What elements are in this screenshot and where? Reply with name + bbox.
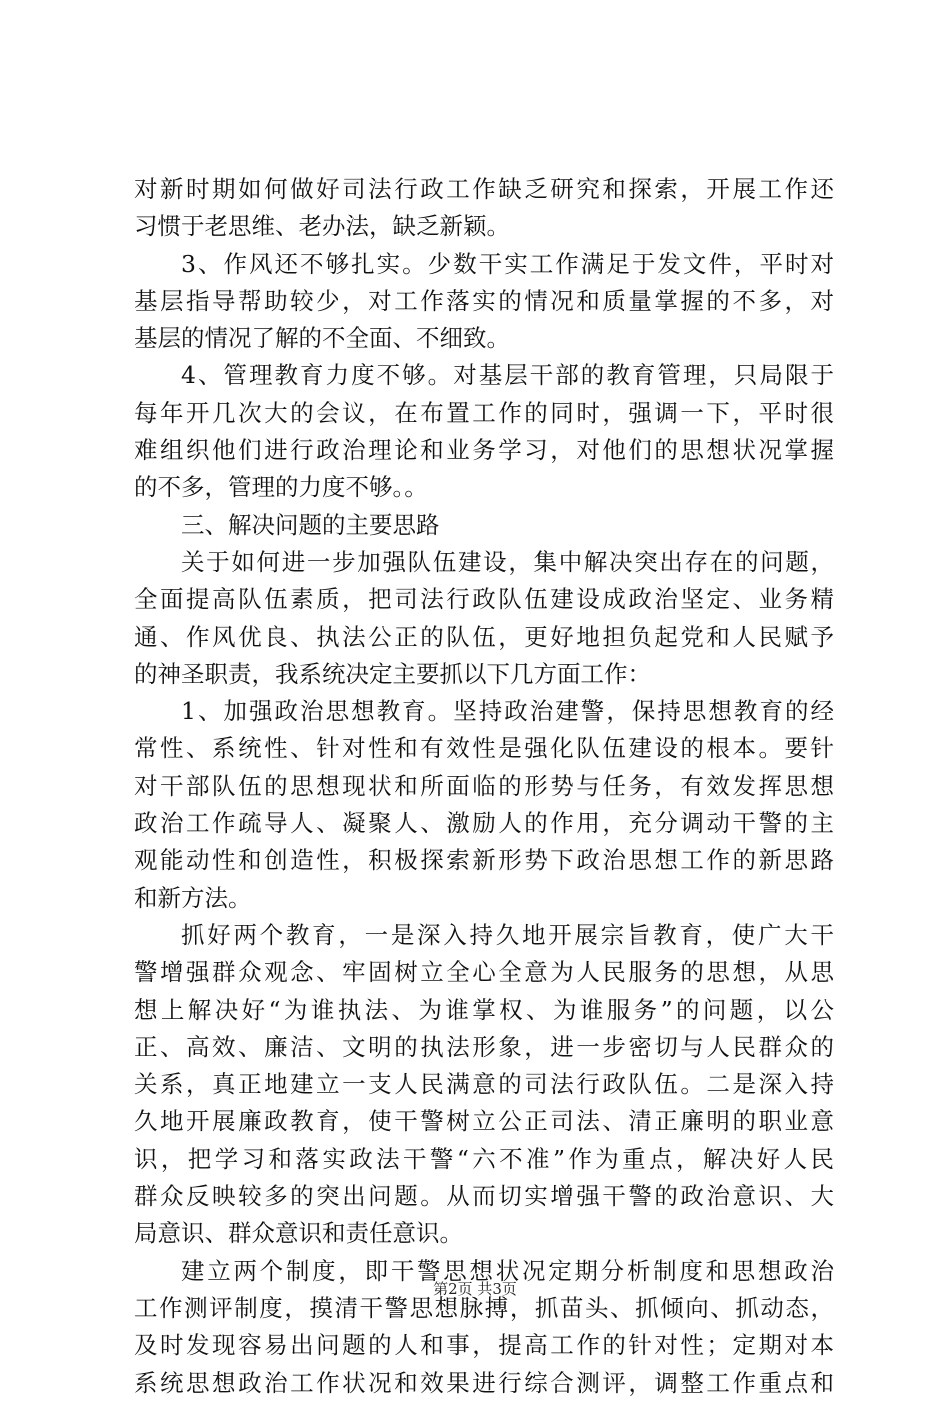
text-line: 4、管理教育力度不够。对基层干部的教育管理，只局限于 (181, 361, 834, 390)
text-line: 的不多，管理的力度不够。。 (134, 473, 428, 502)
document-body (134, 171, 834, 1402)
text-line: 1、加强政治思想教育。坚持政治建警，保持思想教育的经 (181, 697, 834, 726)
text-line: 的神圣职责，我系统决定主要抓以下几方面工作： (134, 659, 651, 688)
text-line: 政治工作疏导人、凝聚人、激励人的作用，充分调动干警的主 (134, 809, 834, 838)
text-line: 关于如何进一步加强队伍建设，集中解决突出存在的问题， (181, 547, 834, 576)
text-line: 基层的情况了解的不全面、不细致。 (134, 324, 510, 353)
text-line: 难组织他们进行政治理论和业务学习，对他们的思想状况掌握 (134, 436, 834, 465)
text-line: 久地开展廉政教育，使干警树立公正司法、清正廉明的职业意 (134, 1107, 834, 1136)
text-line: 观能动性和创造性，积极探索新形势下政治思想工作的新思路 (134, 846, 834, 875)
text-line: 关系，真正地建立一支人民满意的司法行政队伍。二是深入持 (134, 1070, 834, 1099)
text-line: 习惯于老思维、老办法，缺乏新颖。 (134, 212, 510, 241)
text-line: 想上解决好“为谁执法、为谁掌权、为谁服务”的问题，以公 (134, 995, 834, 1024)
text-line: 每年开几次大的会议，在布置工作的同时，强调一下，平时很 (134, 398, 834, 427)
text-line: 和新方法。 (134, 883, 252, 912)
text-line: 对新时期如何做好司法行政工作缺乏研究和探索，开展工作还 (134, 175, 834, 203)
text-line: 局意识、群众意识和责任意识。 (134, 1219, 463, 1248)
page-number-label: 第2页 共3页 (433, 1280, 517, 1298)
text-line: 群众反映较多的突出问题。从而切实增强干警的政治意识、大 (134, 1182, 834, 1211)
text-line: 及时发现容易出问题的人和事，提高工作的针对性；定期对本 (134, 1331, 834, 1360)
text-line: 抓好两个教育，一是深入持久地开展宗旨教育，使广大干 (181, 920, 834, 949)
text-line: 三、解决问题的主要思路 (181, 510, 440, 539)
text-line: 全面提高队伍素质，把司法行政队伍建设成政治坚定、业务精 (134, 585, 834, 614)
text-line: 3、作风还不够扎实。少数干实工作满足于发文件，平时对 (181, 249, 834, 278)
text-line: 基层指导帮助较少，对工作落实的情况和质量掌握的不多，对 (134, 286, 834, 315)
page-footer (0, 1279, 950, 1299)
text-line: 常性、系统性、针对性和有效性是强化队伍建设的根本。要针 (134, 734, 834, 763)
text-line: 警增强群众观念、牢固树立全心全意为人民服务的思想，从思 (134, 958, 834, 987)
text-line: 识，把学习和落实政法干警“六不准”作为重点，解决好人民 (134, 1144, 834, 1173)
text-line: 正、高效、廉洁、文明的执法形象，进一步密切与人民群众的 (134, 1032, 834, 1061)
text-line: 通、作风优良、执法公正的队伍，更好地担负起党和人民赋予 (134, 622, 834, 651)
text-line: 系统思想政治工作状况和效果进行综合测评，调整工作重点和 (134, 1368, 834, 1397)
text-line: 对干部队伍的思想现状和所面临的形势与任务，有效发挥思想 (134, 771, 834, 800)
text-line: 建立两个制度，即干警思想状况定期分析制度和思想政治 (181, 1256, 834, 1285)
text-line: 工作测评制度，摸清干警思想脉搏，抓苗头、抓倾向、抓动态， (134, 1293, 834, 1322)
